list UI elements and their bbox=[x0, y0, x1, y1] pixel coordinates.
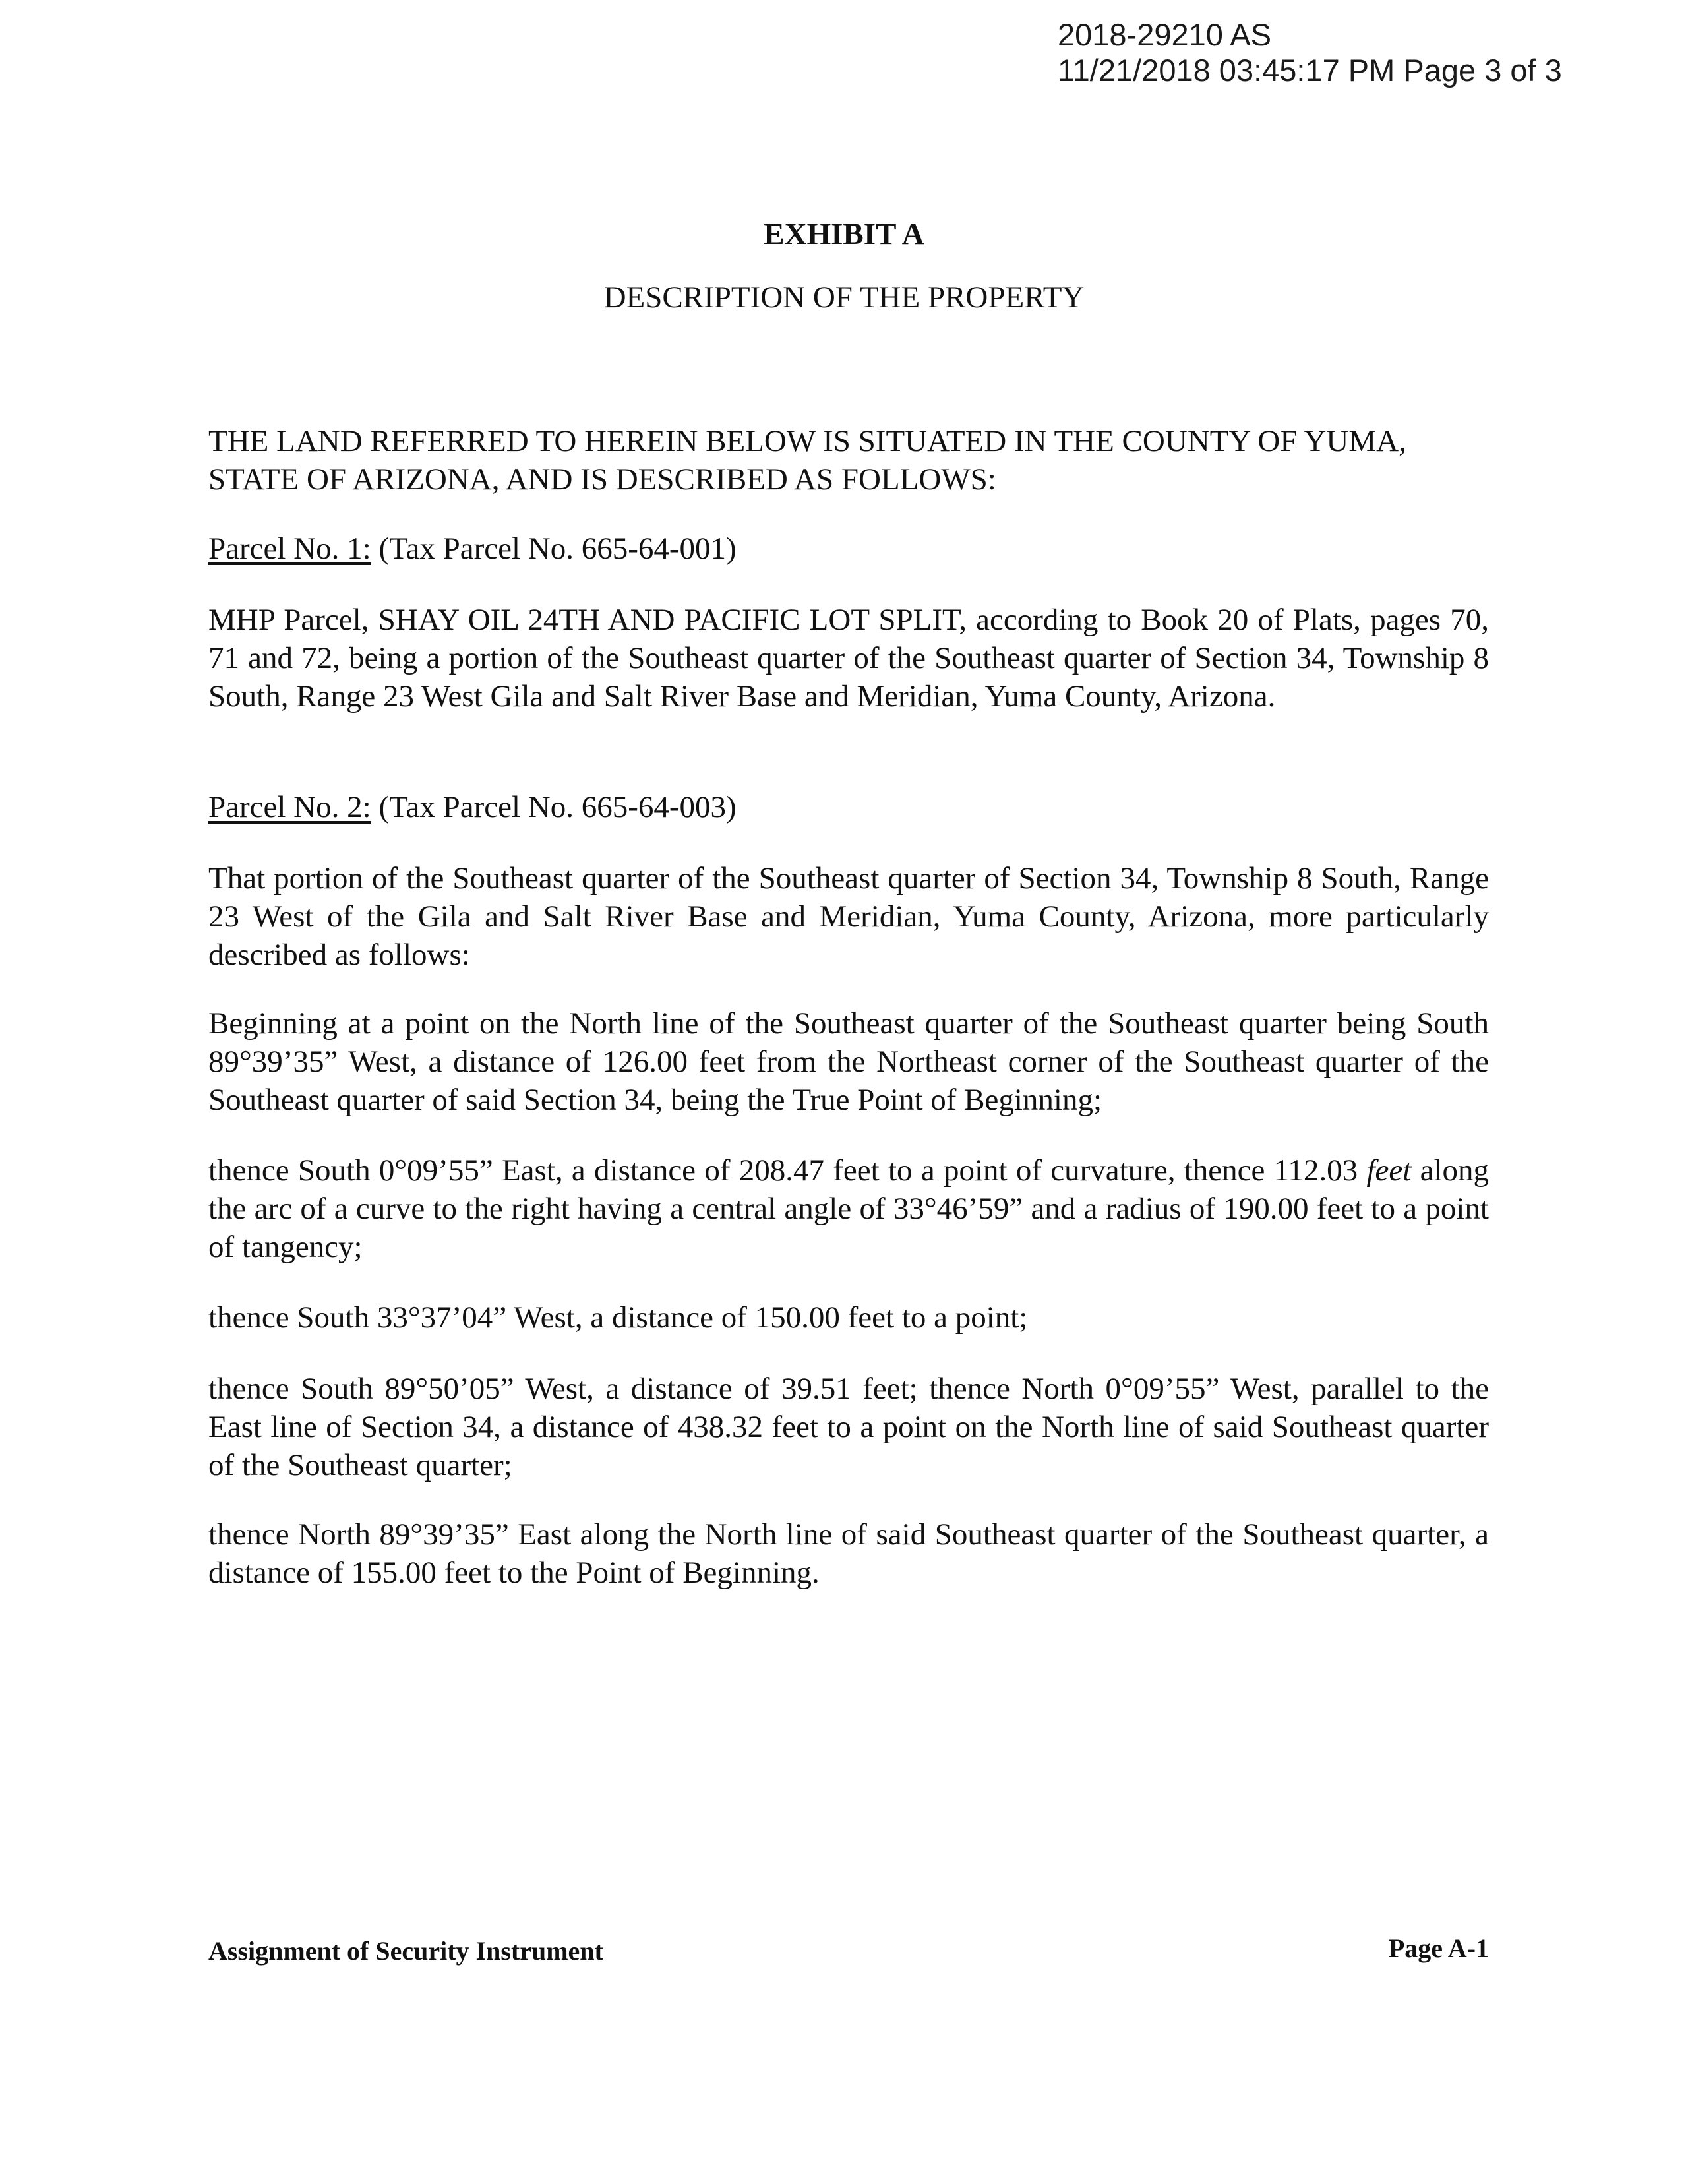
intro-line-1: THE LAND REFERRED TO HEREIN BELOW IS SITUATED IN THE COUNTY OF YUMA, bbox=[208, 424, 1406, 458]
point-of-beginning-paragraph: Beginning at a point on the North line of the Southeast quarter of the Southeast quarter being South 89°39’35” West, a distance of 126.00 feet from the Northeast corner of the Southeast quarter of the Southeast quarter of said Section 34, being the True Point of Beginning; bbox=[208, 1006, 1489, 1117]
intro-paragraph bbox=[208, 422, 1489, 499]
course-1-paragraph bbox=[208, 1151, 1489, 1266]
parcel-2-tax-number: (Tax Parcel No. 665-64-003) bbox=[371, 790, 737, 824]
exhibit-subtitle: DESCRIPTION OF THE PROPERTY bbox=[603, 280, 1085, 315]
parcel-2-heading bbox=[208, 788, 1489, 826]
course-1-text-a: thence South 0°09’55” East, a distance of 208.47 feet to a point of curvature, thence 112.03 bbox=[208, 1153, 1367, 1188]
course-3-paragraph: thence South 89°50’05” West, a distance of 39.51 feet; thence North 0°09’55” West, parallel to the East line of Section 34, a distance of 438.32 feet to a point on the North line of said Southeast quarter of the Southeast quarter; bbox=[208, 1372, 1489, 1482]
course-1-text-b: along the arc of a curve to the right having a central angle of 33°46’59” and a radius of 190.00 feet to a point of tangency; bbox=[208, 1153, 1489, 1264]
parcel-1-label: Parcel No. 1: bbox=[208, 531, 371, 566]
parcel-1-heading bbox=[208, 530, 1489, 568]
exhibit-title: EXHIBIT A bbox=[764, 217, 924, 251]
recording-number: 2018-29210 AS bbox=[1058, 17, 1272, 52]
intro-line-2: STATE OF ARIZONA, AND IS DESCRIBED AS FOLLOWS: bbox=[208, 462, 996, 497]
parcel-2-label: Parcel No. 2: bbox=[208, 790, 371, 824]
course-4-paragraph: thence North 89°39’35” East along the North line of said Southeast quarter of the Southeast quarter, a distance of 155.00 feet to the Point of Beginning. bbox=[208, 1517, 1489, 1590]
parcel-1-description: MHP Parcel, SHAY OIL 24TH AND PACIFIC LOT SPLIT, according to Book 20 of Plats, pages 70, 71 and 72, being a portion of the Southeast quarter of the Southeast quarter of Section 34, Township 8 South, Range 23 West Gila and Salt River Base and Meridian, Yuma County, Arizona. bbox=[208, 603, 1489, 713]
recording-timestamp: 11/21/2018 03:45:17 PM Page 3 of 3 bbox=[1058, 53, 1562, 88]
course-1-italic-word: feet bbox=[1366, 1153, 1412, 1188]
recording-stamp bbox=[1058, 17, 1562, 88]
course-2-paragraph: thence South 33°37’04” West, a distance of 150.00 feet to a point; bbox=[208, 1300, 1028, 1335]
parcel-2-description: That portion of the Southeast quarter of the Southeast quarter of Section 34, Township 8 South, Range 23 West of the Gila and Salt River Base and Meridian, Yuma County, Arizona, more particularly described as follows: bbox=[208, 861, 1489, 972]
footer-document-title: Assignment of Security Instrument bbox=[208, 1936, 603, 1966]
parcel-1-tax-number: (Tax Parcel No. 665-64-001) bbox=[371, 531, 737, 566]
footer-page-number: Page A-1 bbox=[1388, 1933, 1489, 1963]
